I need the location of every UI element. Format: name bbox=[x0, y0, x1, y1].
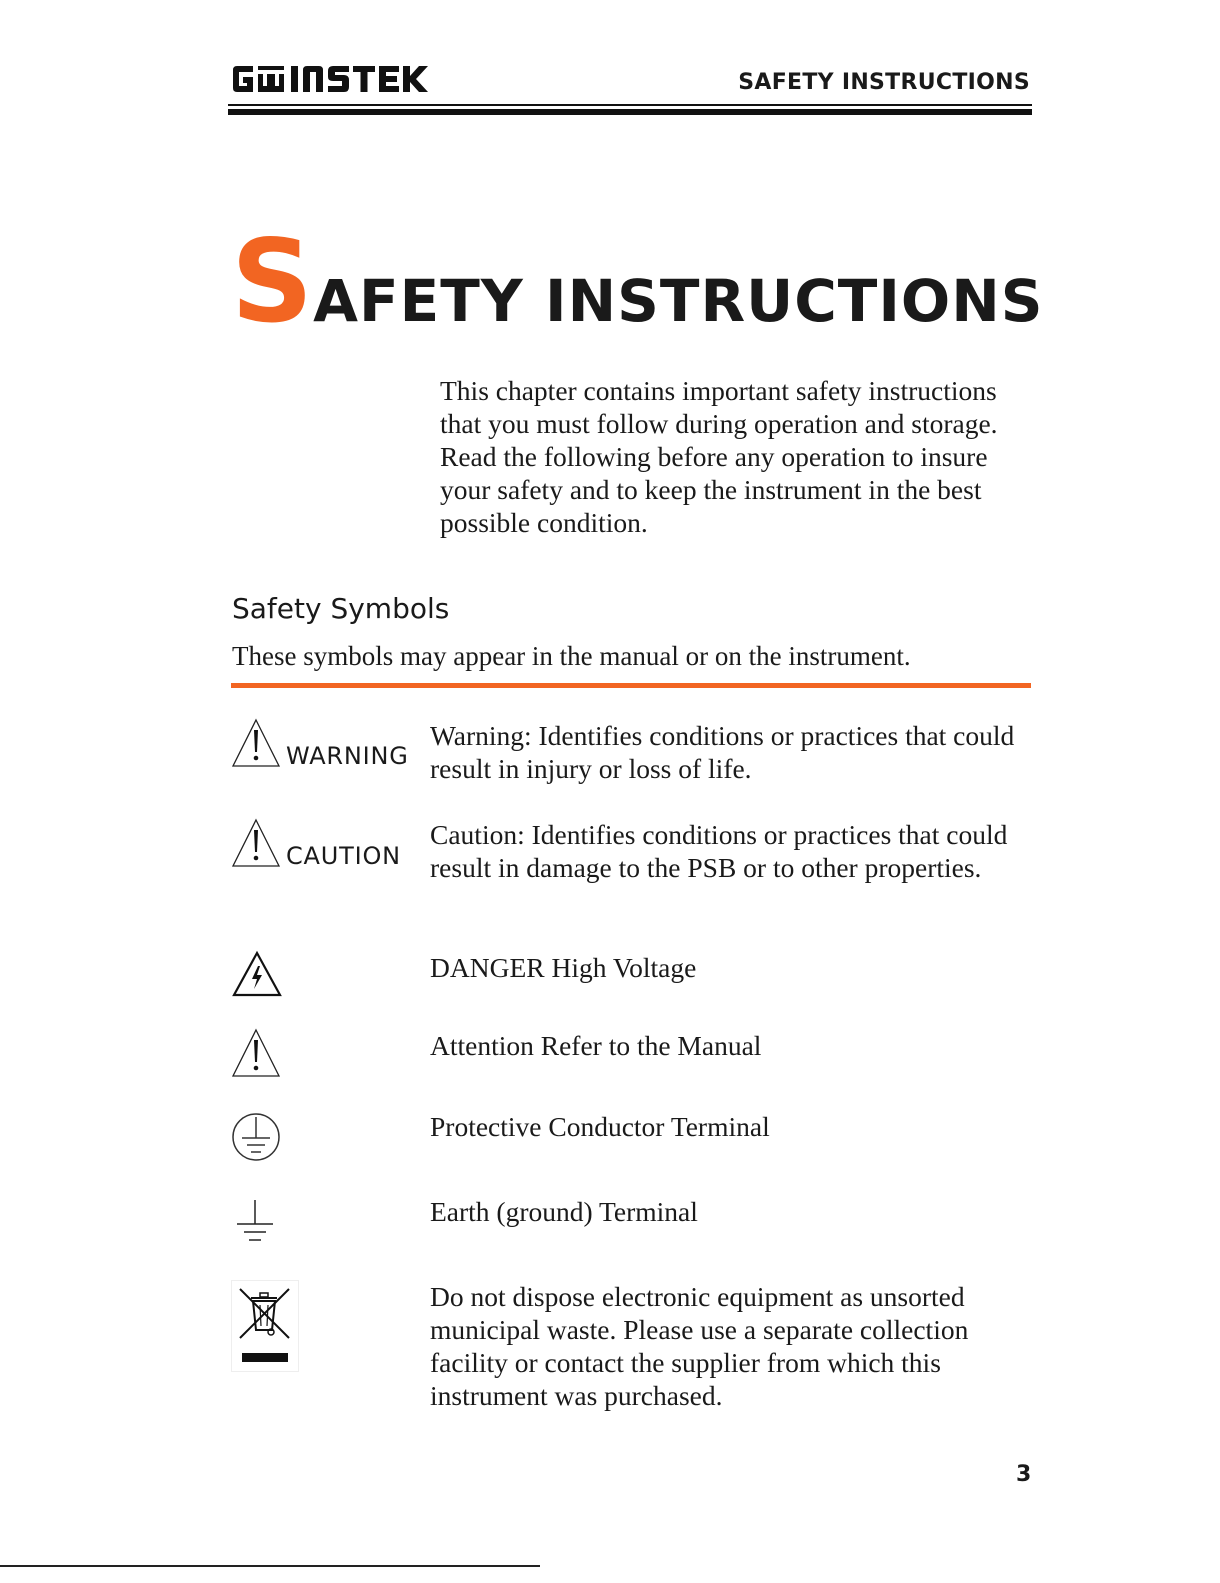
symbol-weee bbox=[231, 1280, 299, 1377]
page-number: 3 bbox=[1016, 1462, 1032, 1487]
caution-label: CAUTION bbox=[286, 842, 401, 870]
high-voltage-description: DANGER High Voltage bbox=[430, 952, 697, 983]
intro-paragraph: This chapter contains important safety instructions that you must follow during operation and storage. Read the following before any operation to insure your safety and to keep the instrument in the best possible condition. bbox=[440, 375, 998, 538]
caution-description: Caution: Identifies conditions or practices that could result in damage to the PSB or to other properties. bbox=[430, 819, 1008, 883]
section-subtitle: These symbols may appear in the manual or on the instrument. bbox=[232, 641, 911, 671]
protective-conductor-icon bbox=[231, 1110, 283, 1164]
protective-conductor-description: Protective Conductor Terminal bbox=[430, 1111, 770, 1142]
gw-instek-logo bbox=[231, 62, 431, 96]
attention-description: Attention Refer to the Manual bbox=[430, 1030, 762, 1061]
chapter-title bbox=[231, 215, 1044, 348]
title-rest: AFETY INSTRUCTIONS bbox=[313, 267, 1044, 335]
section-heading: Safety Symbols bbox=[232, 592, 450, 625]
warning-label: WARNING bbox=[286, 742, 409, 770]
symbol-protective-conductor bbox=[231, 1110, 283, 1169]
symbol-earth-ground bbox=[233, 1198, 277, 1251]
earth-ground-description: Earth (ground) Terminal bbox=[430, 1196, 698, 1227]
running-head: SAFETY INSTRUCTIONS bbox=[738, 70, 1030, 95]
orange-divider bbox=[231, 683, 1031, 688]
weee-bin-icon bbox=[231, 1280, 299, 1372]
weee-description: Do not dispose electronic equipment as unsorted municipal waste. Please use a separate collection facility or contact the supplier from which this instrument was purchased. bbox=[430, 1281, 969, 1411]
symbol-attention bbox=[231, 1028, 281, 1083]
warning-description: Warning: Identifies conditions or practices that could result in injury or loss of life. bbox=[430, 720, 1015, 784]
attention-icon bbox=[231, 1028, 281, 1078]
bottom-rule bbox=[0, 1565, 540, 1567]
earth-ground-icon bbox=[233, 1198, 277, 1246]
symbol-high-voltage bbox=[231, 950, 283, 1003]
high-voltage-icon bbox=[231, 950, 283, 998]
header-rule-thin bbox=[228, 104, 1032, 106]
symbol-caution bbox=[231, 818, 421, 870]
caution-triangle-icon bbox=[231, 818, 281, 868]
header-rule-thick bbox=[228, 109, 1032, 115]
warning-triangle-icon bbox=[231, 718, 281, 768]
title-initial: S bbox=[231, 215, 314, 348]
symbol-warning bbox=[231, 718, 421, 770]
